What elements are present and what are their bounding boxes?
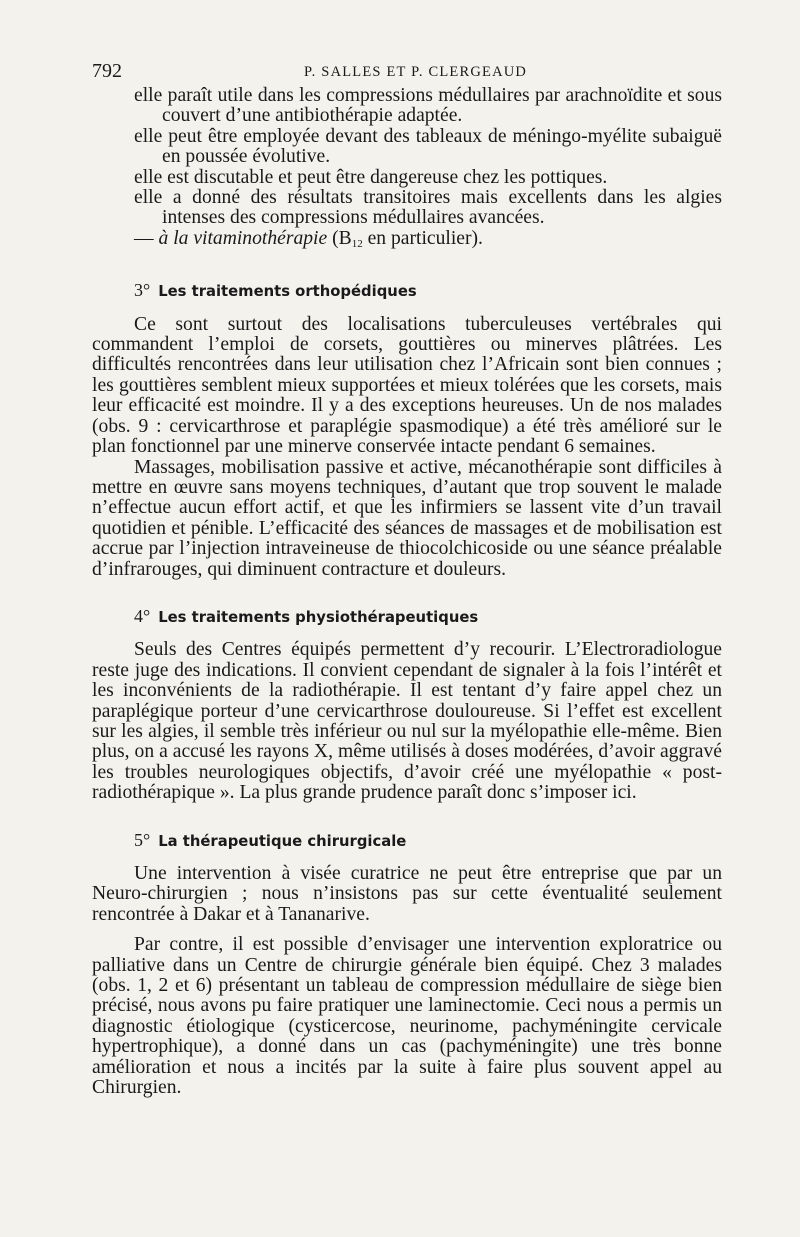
running-title: P. SALLES ET P. CLERGEAUD xyxy=(304,64,528,80)
paragraph: Une intervention à visée curatrice ne peut être entreprise que par un Neuro-chirurgien ; nous n’insistons pas sur cette éventualité seulement rencontrée à Dakar et à Tananarive. xyxy=(92,863,722,925)
dash-item xyxy=(134,229,722,254)
page-body xyxy=(92,86,722,1098)
dash-tail-1: (B xyxy=(332,227,352,249)
dash-italic: à la vitaminothérapie xyxy=(158,227,328,249)
section-title: La thérapeutique chirurgicale xyxy=(158,832,407,850)
section-title: Les traitements physiothérapeutiques xyxy=(158,608,479,626)
section-number: 3° xyxy=(134,280,151,301)
page-number: 792 xyxy=(92,60,122,82)
page-header xyxy=(92,56,722,86)
paragraph: Seuls des Centres équipés permettent d’y recourir. L’Electroradiologue reste juge des indications. Il convient cependant de signaler à la fois l’intérêt et les inconvénients de la radiothérapie. Il est tentant d’y faire appel chez un paraplégique porteur d’une cervicarthrose douloureuse. Si l’effet est excellent sur les algies, il semble très inférieur ou nul sur la myélopathie elle-même. Bien plus, on a accusé les rayons X, même utilisés à doses modérées, d’avoir aggravé les troubles neurologiques objectifs, d’avoir créé une myélopathie « post-radiothérapique ». La plus grande prudence paraît donc s’imposer ici. xyxy=(92,639,722,804)
paragraph: Massages, mobilisation passive et active, mécanothérapie sont difficiles à mettre en œuvre sans moyens techniques, d’autant que trop souvent le malade n’effectue aucun effort actif, et que les infirmiers se lassent vite d’un travail quotidien et pénible. L’efficacité des séances de massages et de mobilisation est accrue par l’injection intraveineuse de thiocolchicoside ou une séance préalable d’infrarouges, qui diminuent contracture et douleurs. xyxy=(92,456,722,580)
dash-prefix: — xyxy=(134,227,154,249)
list-item: elle peut être employée devant des tableaux de méningo-myélite subaiguë en poussée évolutive. xyxy=(134,125,722,168)
list-item: elle est discutable et peut être dangereuse chez les pottiques. xyxy=(134,166,608,188)
section-number: 5° xyxy=(134,829,151,850)
list-item: elle paraît utile dans les compressions médullaires par arachnoïdite et sous couvert d’une antibiothérapie adaptée. xyxy=(134,85,722,127)
list-item: elle a donné des résultats transitoires mais excellents dans les algies intenses des compressions médullaires avancées. xyxy=(134,187,722,229)
section-number: 4° xyxy=(134,605,151,626)
dash-tail-2: en particulier). xyxy=(362,227,483,249)
section-heading xyxy=(134,606,722,628)
document-page xyxy=(92,56,722,1098)
section-title: Les traitements orthopédiques xyxy=(158,283,417,301)
section-heading xyxy=(134,830,722,852)
paragraph: Par contre, il est possible d’envisager une intervention exploratrice ou palliative dans un Centre de chirurgie générale bien équipé. Chez 3 malades (obs. 1, 2 et 6) présentant un tableau de compression médullaire de siège bien précisé, nous avons pu faire pratiquer une laminectomie. Ceci nous a permis un diagnostic étiologique (cysticercose, neurinome, pachyméningite cervicale hypertrophique), a donné dans un cas (pachyméningite) une très bonne amélioration et nous a incités par la suite à faire plus souvent appel au Chirurgien. xyxy=(92,934,722,1099)
section-heading xyxy=(134,280,722,302)
paragraph: Ce sont surtout des localisations tuberculeuses vertébrales qui commandent l’emploi de corsets, gouttières ou minerves plâtrées. Les difficultés rencontrées dans leur utilisation chez l’Africain sont bien connues ; les gouttières semblent mieux supportées et mieux tolérées que les corsets, mais leur efficacité est moindre. Il y a des exceptions heureuses. Un de nos malades (obs. 9 : cervicarthrose et paraplégie spasmodique) a été très amélioré sur le plan fonctionnel par une minerve conservée intacte pendant 6 semaines. xyxy=(92,313,722,458)
dash-subscript: 12 xyxy=(351,237,363,250)
